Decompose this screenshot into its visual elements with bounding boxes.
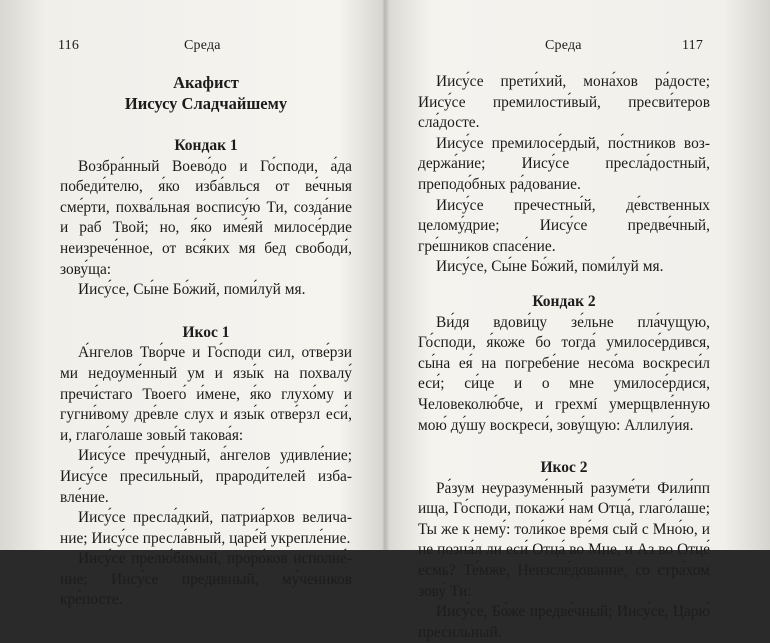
left-page-content	[60, 72, 352, 611]
kondak-1-heading: Кондак 1	[174, 137, 238, 154]
akathist-title: Акафист	[173, 73, 239, 92]
kondak-1-refrain: Иису́се, Сы́не Бо́жий, поми́луй мя.	[78, 281, 306, 299]
right-page	[385, 0, 770, 641]
left-page-number: 116	[58, 38, 80, 53]
kondak-2-heading: Кондак 2	[532, 292, 596, 310]
ikos-2-text: Ра́зум неуразуме́нный разуме́ти Фили́пп ищa, Го́споди, покажи́ нам Отца́, глаго́лаше; Ты же к нему́: толи́кое вре́мя сый с Мно́ю, и не позна́л ли еси́ Отца́ во Мне, и Аз во Отце́ есмь? Те́мже, Неизсле́дованне, со стра́хом зову́ Ти:	[418, 479, 710, 600]
ikos-2-line-1: Иису́се, Бо́же предве́чный; Иису́се, Царю́ пресильный.	[418, 603, 710, 641]
akathist-subtitle: Иисусу Сладчайшему	[124, 94, 288, 113]
right-line-3: Иису́се пречестны́й, де́вственных целому́дрие; Иису́се предве́чный, гре́шников спасе́ние.	[418, 196, 710, 255]
kondak-1-text: Возбра́нный Воево́до и Го́споди, а́да победи́телю, я́ко изба́влься от ве́чныя сме́рти, похва́льная воспису́ю Ти, созда́ние и раб Твой; но, я́ко име́яй милосе́рдие неизрече́нное, от вся́ких мя бед свободи́, зову́ща:	[60, 157, 352, 278]
ikos-1-line-2: Иису́се пресла́дкий, патриа́рхов величание; Иису́се пресла́вный, царе́й укрепле́ние.	[60, 509, 352, 547]
ikos-2-heading: Икос 2	[540, 459, 588, 477]
ikos-1-text: А́нгелов Тво́рче и Го́споди сил, отве́рзи ми недоуме́нный ум и язы́к на похвалу́ пречи́стаго Твоего́ и́мене, я́ко глухо́му и гугни́вому дре́вле слух и язы́к отве́рзл еси́, и, глаго́лаше зовы́й такова́я:	[60, 344, 352, 444]
right-line-1: Иису́се прети́хий, мона́хов ра́досте; Иису́се премилости́вый, пресви́теров сла́досте.	[418, 73, 710, 132]
ikos-1-line-1: Иису́се преч́удный, а́нгелов удивле́ние; Иису́се пресильный, прароди́телей избавле́ние.	[60, 447, 352, 506]
kondak-2-text: Ви́дя вдови́цу зе́льне пла́чущую, Го́споди, я́коже бо тогда́ умилосе́рдився, сы́на ея́ на погребе́ние несо́ма воскреси́л еси́; си́це и о мне умилосе́рдися, Человеколю́бче, и грехмí умерщвле́нную мою́ ду́шу воскреси́, зову́щую: Аллилу́ия.	[418, 313, 710, 434]
right-page-number: 117	[682, 38, 704, 53]
right-running-head: Среда	[545, 38, 582, 53]
left-running-head: Среда	[184, 38, 221, 53]
right-refrain-1: Иису́се, Сы́не Бо́жий, поми́луй мя.	[436, 258, 664, 276]
left-page	[0, 0, 385, 609]
ikos-1-heading: Икос 1	[182, 323, 230, 341]
right-line-2: Иису́се премилосе́рдый, по́стников воздержа́ние; Иису́се пресла́достный, преподо́бных ра́дование.	[418, 134, 710, 193]
right-page-content	[418, 72, 710, 643]
ikos-1-line-3: Иису́се прелю́бимый, проро́ков исполне́ние; Иису́се предивный, му́чеников кре́посте.	[60, 550, 352, 609]
